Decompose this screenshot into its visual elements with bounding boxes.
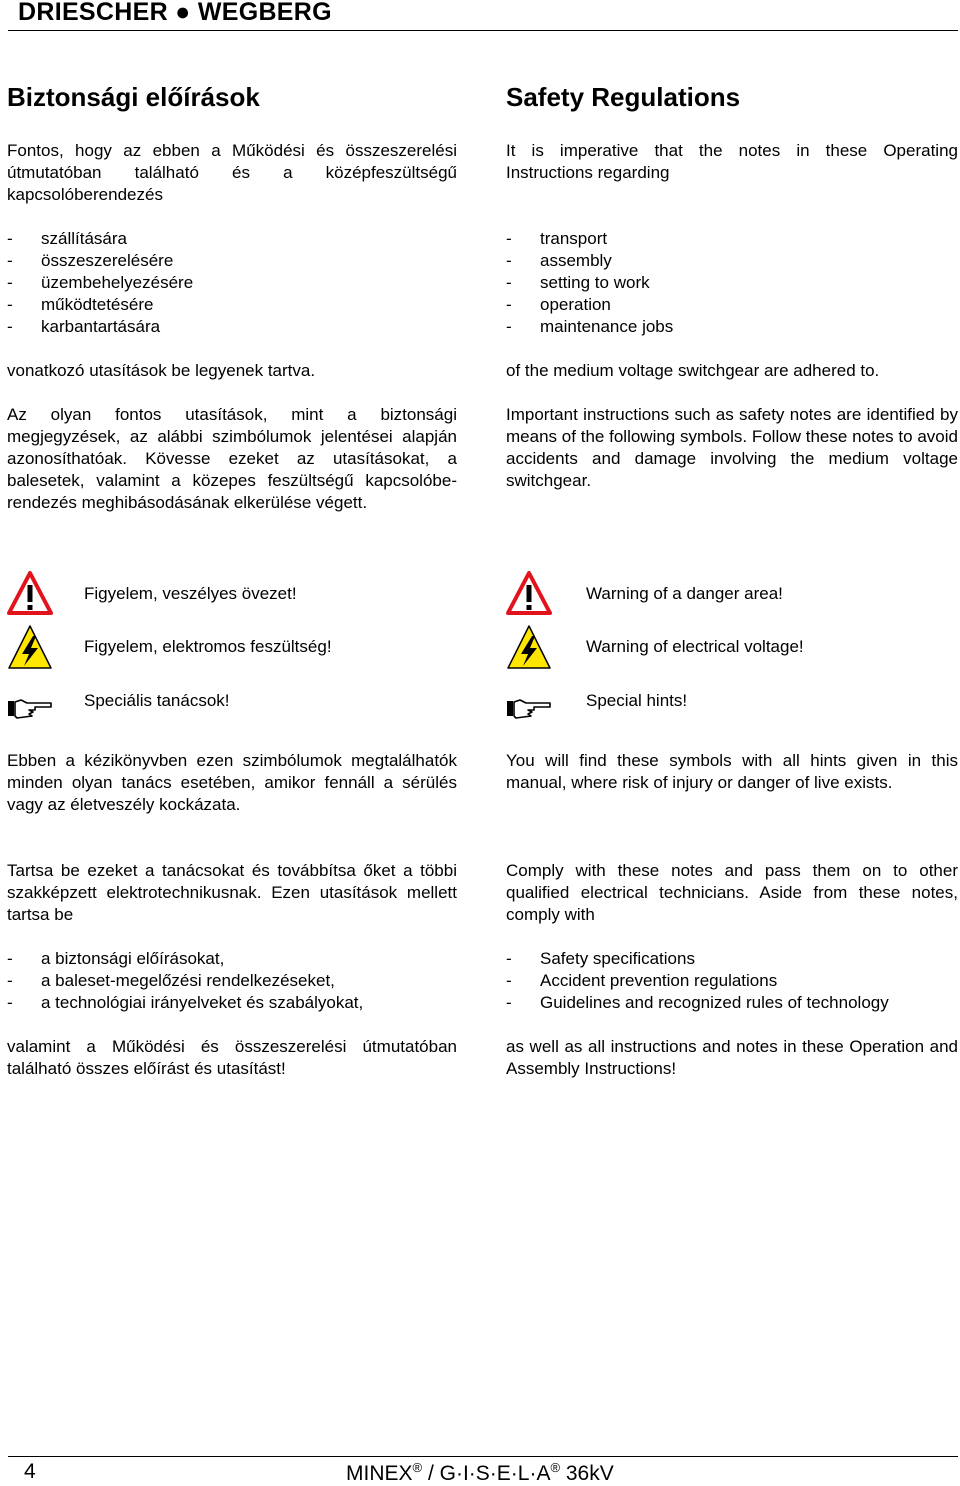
list-item: - Accident prevention regulations bbox=[506, 971, 778, 990]
list-item: - karbantartására bbox=[7, 317, 161, 336]
hu-rules-list bbox=[7, 948, 363, 1014]
list-item: - szállítására bbox=[7, 229, 127, 248]
list-item: - assembly bbox=[506, 251, 612, 270]
list-item: - a technológiai irányelveket és szabályokat, bbox=[7, 993, 364, 1012]
list-item: - transport bbox=[506, 229, 608, 248]
product-name: MINEX® / G·I·S·E·L·A® 36kV bbox=[346, 1460, 614, 1485]
hu-hint-label: Speciális tanácsok! bbox=[84, 691, 230, 710]
hu-voltage-label: Figyelem, elektromos feszültség! bbox=[84, 637, 332, 656]
hu-important-paragraph: Az olyan fontos utasítások, mint a biztonsági megjegyzések, az alábbi szimbólumok jelentései alapján azonosíthatóak. Kövesse ezeket az utasításokat, a balesetek, valamint a közepes feszültségű kapcsolóbe-rendezés meghibásodásának elkerülése végett. bbox=[7, 405, 457, 512]
list-item: - a biztonsági előírásokat, bbox=[7, 949, 225, 968]
en-title: Safety Regulations bbox=[506, 82, 741, 112]
en-comply-paragraph: Comply with these notes and pass them on to other qualified electrical technicians. Aside from these notes, comply with bbox=[506, 861, 958, 924]
hu-after-list: vonatkozó utasítások be legyenek tartva. bbox=[7, 361, 316, 380]
en-symbols-paragraph: You will find these symbols with all hints given in this manual, where risk of injury or danger of live exists. bbox=[506, 751, 958, 792]
high-voltage-icon bbox=[506, 624, 552, 675]
page-header bbox=[8, 0, 958, 31]
list-item: - a baleset-megelőzési rendelkezéseket, bbox=[7, 971, 335, 990]
hu-activity-list bbox=[7, 228, 193, 338]
footer-divider bbox=[8, 1456, 958, 1457]
list-item: - üzembehelyezésére bbox=[7, 273, 194, 292]
list-item: - Guidelines and recognized rules of technology bbox=[506, 993, 889, 1012]
en-rules-list bbox=[506, 948, 889, 1014]
en-important-paragraph: Important instructions such as safety notes are identified by means of the following symbols. Follow these notes to avoid accidents and damage involving the medium voltage switchgear. bbox=[506, 405, 958, 490]
pointing-hand-icon bbox=[7, 698, 53, 725]
hu-final-paragraph: valamint a Működési és összeszerelési útmutatóban található összes előírást és utasítást! bbox=[7, 1037, 457, 1078]
warning-triangle-icon bbox=[506, 571, 552, 620]
hu-title: Biztonsági előírások bbox=[7, 82, 260, 112]
en-final-paragraph: as well as all instructions and notes in these Operation and Assembly Instructions! bbox=[506, 1037, 958, 1078]
en-activity-list bbox=[506, 228, 673, 338]
list-item: - operation bbox=[506, 295, 611, 314]
list-item: - Safety specifications bbox=[506, 949, 695, 968]
list-item: - maintenance jobs bbox=[506, 317, 674, 336]
list-item: - setting to work bbox=[506, 273, 650, 292]
high-voltage-icon bbox=[7, 624, 53, 675]
brand-title: DRIESCHER ● WEGBERG bbox=[18, 0, 332, 26]
hu-symbols-paragraph: Ebben a kézikönyvben ezen szimbólumok megtalálhatók minden olyan tanács esetében, amikor fennáll a sérülés vagy az életveszély kockázata. bbox=[7, 751, 457, 814]
hu-danger-label: Figyelem, veszélyes övezet! bbox=[84, 584, 297, 603]
en-voltage-label: Warning of electrical voltage! bbox=[586, 637, 804, 656]
list-item: - működtetésére bbox=[7, 295, 154, 314]
en-danger-label: Warning of a danger area! bbox=[586, 584, 783, 603]
hu-intro: Fontos, hogy az ebben a Működési és összeszerelési útmutatóban található és a középfeszültségű kapcsolóberendezés bbox=[7, 141, 457, 204]
hu-comply-paragraph: Tartsa be ezeket a tanácsokat és továbbítsa őket a többi szakképzett elektrotechnikusnak. Ezen utasítások mellett tartsa be bbox=[7, 861, 457, 924]
page-number: 4 bbox=[24, 1460, 36, 1483]
pointing-hand-icon bbox=[506, 698, 552, 725]
list-item: - összeszerelésére bbox=[7, 251, 174, 270]
warning-triangle-icon bbox=[7, 571, 53, 620]
en-after-list: of the medium voltage switchgear are adhered to. bbox=[506, 361, 880, 380]
en-hint-label: Special hints! bbox=[586, 691, 688, 710]
en-intro: It is imperative that the notes in these Operating Instructions regarding bbox=[506, 141, 958, 182]
